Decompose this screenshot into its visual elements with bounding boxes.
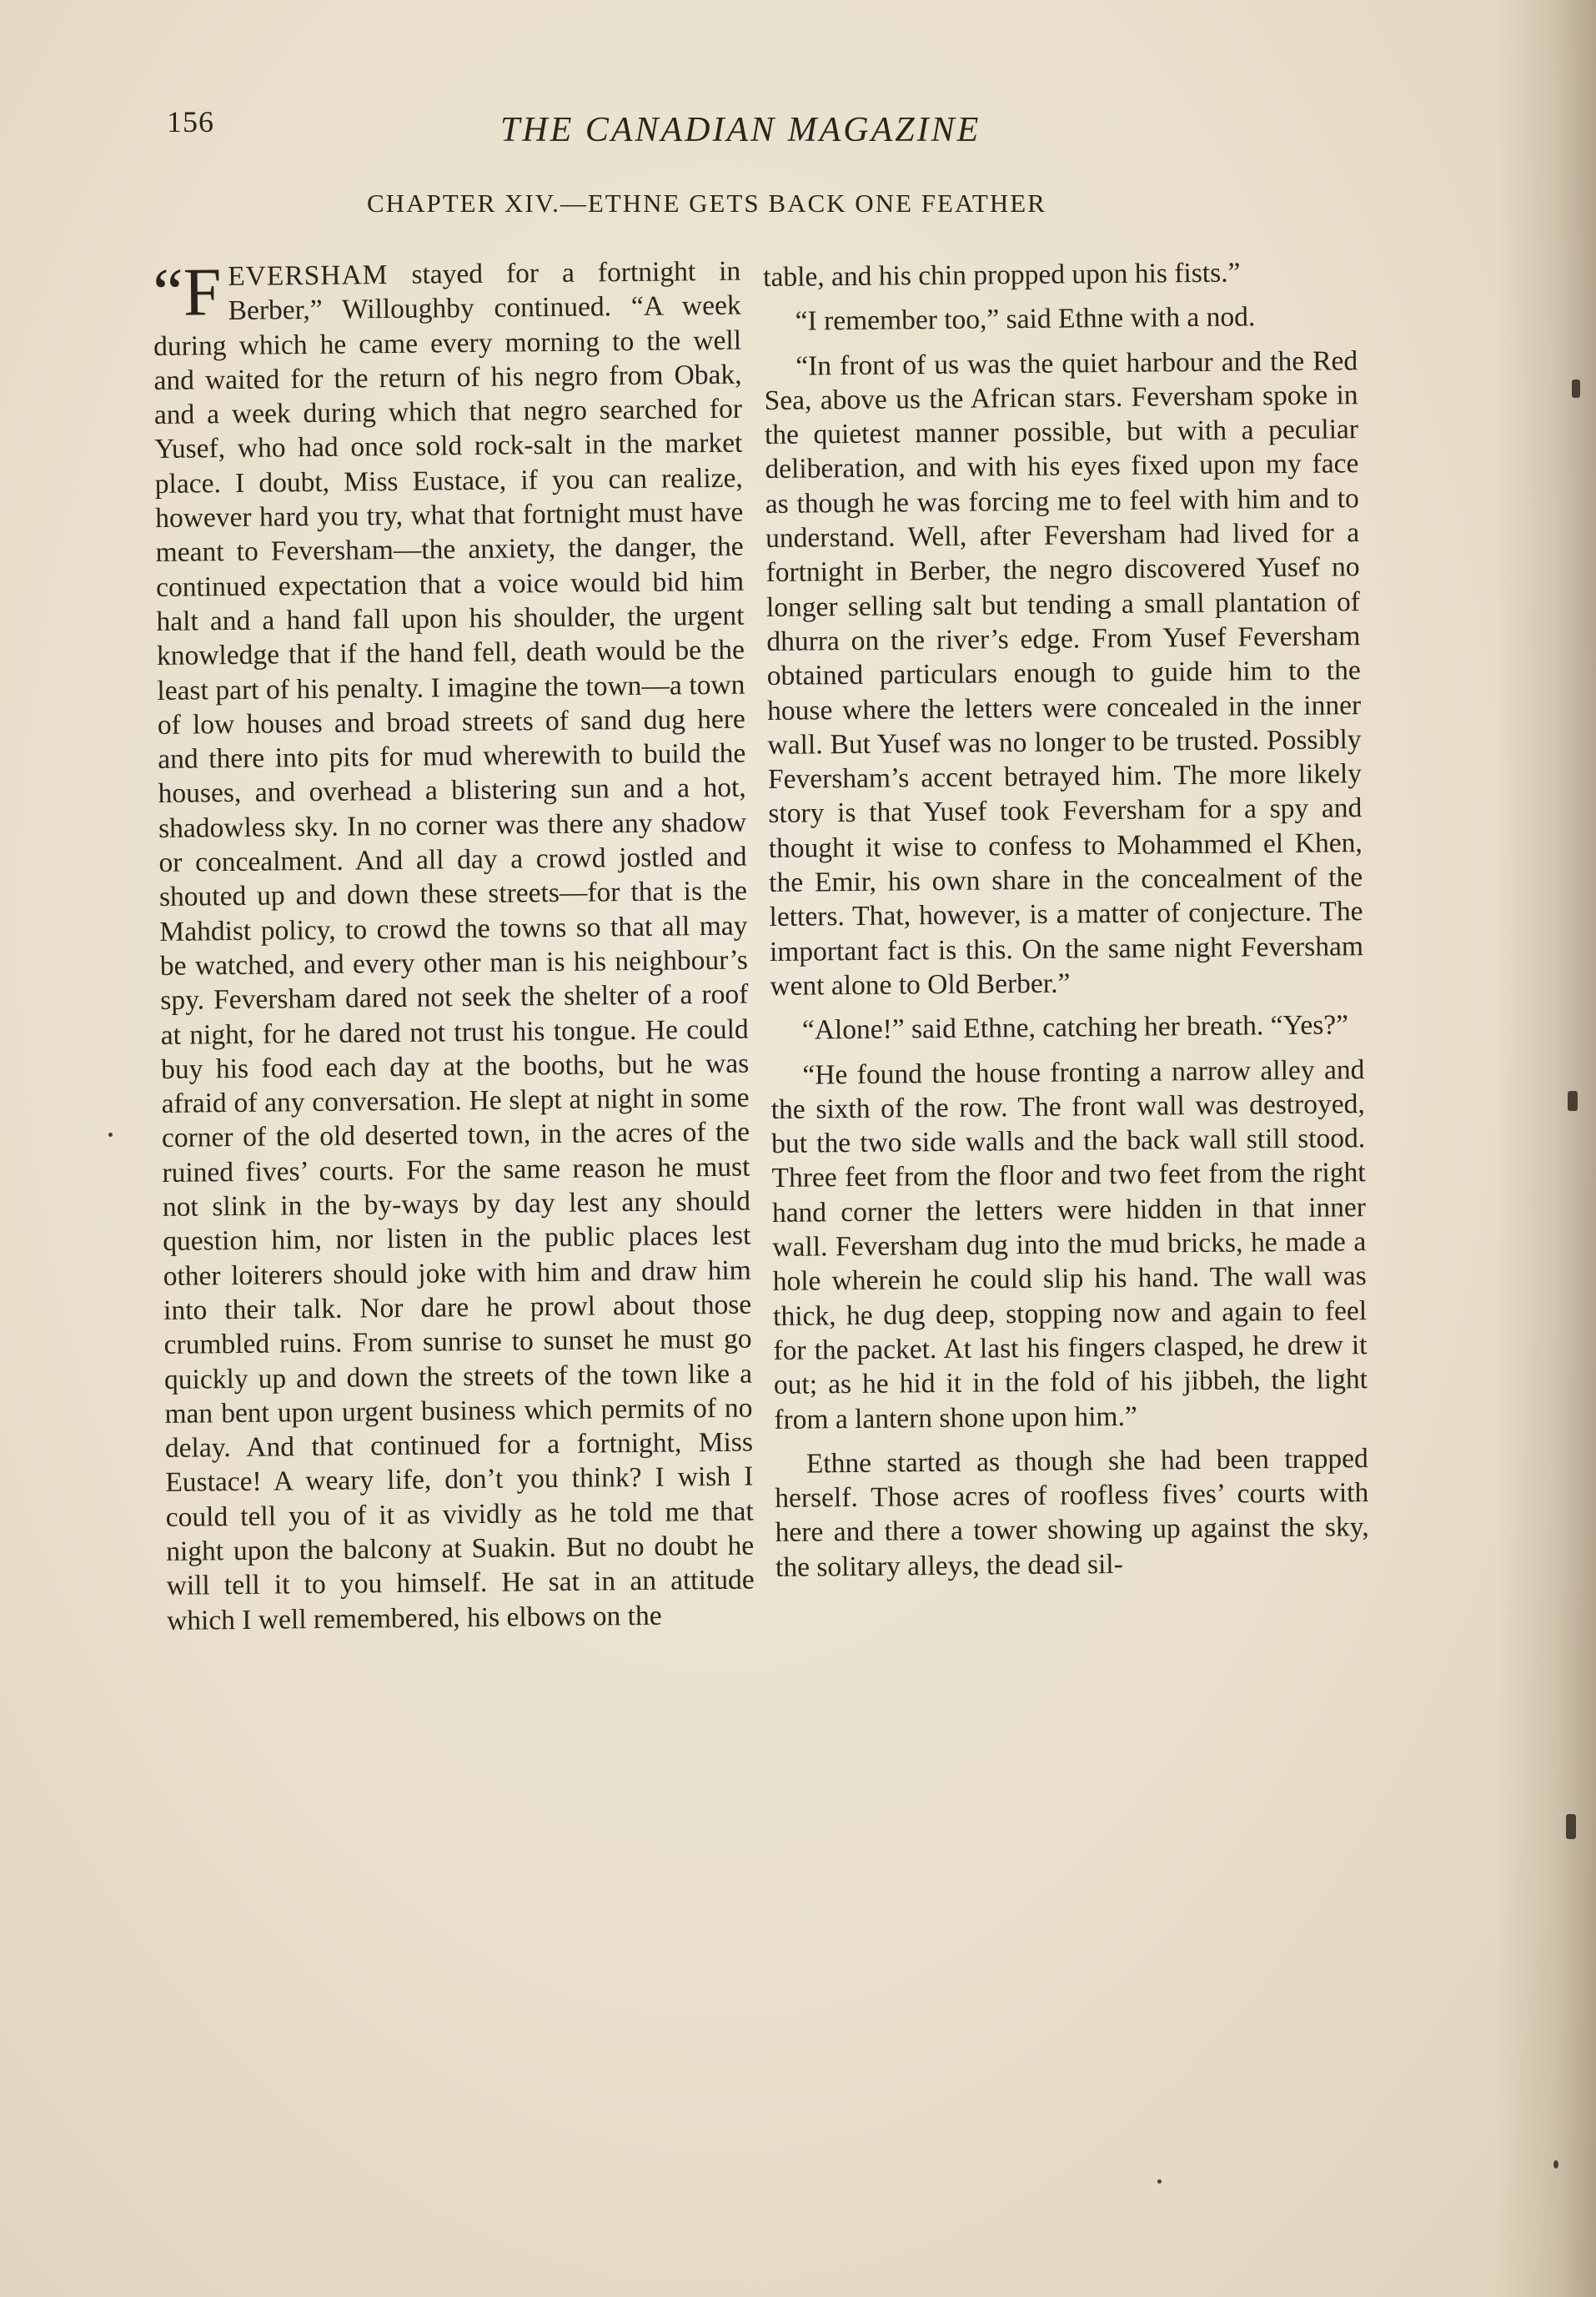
drop-cap-quote: “ <box>152 254 184 330</box>
paper-speck <box>108 1133 113 1137</box>
paper-speck <box>1157 2179 1162 2184</box>
paragraph: Ethne started as though she had been trapped herself. Those acres of roofless fives’ courts with here and there a tower showing up against the sky, the solitary alleys, the dead sil- <box>775 1442 1369 1583</box>
chapter-title: CHAPTER XIV.—ETHNE GETS BACK ONE FEATHER <box>367 188 1046 218</box>
paper-speck <box>1572 379 1580 398</box>
paragraph: “He found the house fronting a narrow alley and the sixth of the row. The front wall was destroyed, but the two side walls and the back wall still stood. Three feet from the floor and two feet from the right hand corner the letters were hidden in that inner wall. Feversham dug into the mud bricks, he made a hole wherein he could slip his hand. The wall was thick, he dug deep, stopping now and again to feel for the packet. At last his fingers clasped, he drew it out; as he hid it in the fold of his jibbeh, the light from a lantern shone upon him.” <box>770 1053 1368 1435</box>
drop-cap <box>152 254 222 330</box>
drop-cap-letter: F <box>183 254 222 330</box>
paragraph: “I remember too,” said Ethne with a nod. <box>795 301 1256 337</box>
page-edge-shadow <box>1496 0 1596 2297</box>
left-text-column <box>153 254 755 1648</box>
paragraph: table, and his chin propped upon his fists.” <box>763 257 1241 293</box>
page-number: 156 <box>167 105 214 138</box>
paper-speck <box>1568 1091 1578 1111</box>
opening-word: EVERSHAM <box>228 259 389 293</box>
paper-speck <box>1566 1814 1576 1839</box>
running-head: THE CANADIAN MAGAZINE <box>500 111 981 149</box>
paragraph: “In front of us was the quiet harbour and the Red Sea, above us the African stars. Feversham spoke in the quietest manner possible, but with a peculiar deliberation, and with his eyes fixed upon my face as though he was forcing me to feel with him and to understand. Well, after Feversham had lived for a fortnight in Berber, the negro discovered Yusef no longer selling salt but tending a small plantation of dhurra on the river’s edge. From Yusef Feversham obtained particulars enough to guide him to the house where the letters were concealed in the inner wall. But Yusef was no longer to be trusted. Possibly Feversham’s accent betrayed him. The more likely story is that Yusef took Feversham for a spy and thought it wise to confess to Mohammed el Khen, the Emir, his own share in the concealment of the letters. That, however, is a matter of conjecture. The important fact is this. On the same night Feversham went alone to Old Berber.” <box>764 344 1364 1002</box>
paper-speck <box>1553 2160 1558 2169</box>
paragraph: “Alone!” said Ethne, catching her breath. “Yes?” <box>801 1009 1349 1046</box>
right-text-column <box>763 254 1369 1595</box>
paragraph-text: stayed for a fortnight in Berber,” Willoughby continued. “A week during which he came every morning to the well and waited for the return of his negro from Obak, and a week during which that negro searched for Yusef, who had once sold rock-salt in the market place. I doubt, Miss Eustace, if you can realize, however hard you try, what that fortnight must have meant to Feversham—the anxiety, the danger, the continued expectation that a voice would bid him halt and a hand fall upon his shoulder, the urgent knowledge that if the hand fell, death would be the least part of his penalty. I imagine the town—a town of low houses and broad streets of sand dug here and there into pits for mud wherewith to build the houses, and overhead a blistering sun and a hot, shadowless sky. In no corner was there any shadow or concealment. And all day a crowd jostled and shouted up and down these streets—for that is the Mahdist policy, to crowd the towns so that all may be watched, and every other man is his neighbour’s spy. Feversham dared not seek the shelter of a roof at night, for he dared not trust his tongue. He could buy his food each day at the booths, but he was afraid of any conversation. He slept at night in some corner of the old deserted town, in the acres of the ruined fives’ courts. For the same reason he must not slink in the by-ways by day lest any should question him, nor listen in the public places lest other loiterers should joke with him and draw him into their talk. Nor dare he prowl about those crumbled ruins. From sunrise to sunset he must go quickly up and down the streets of the town like a man bent upon urgent business which permits of no delay. And that continued for a fortnight, Miss Eustace! A weary life, don’t you think? I wish I could tell you of it as vividly as he told me that night upon the balcony at Suakin. But no doubt he will tell it to you himself. He sat in an attitude which I well remembered, his elbows on the <box>153 255 755 1636</box>
paragraph <box>153 254 755 1638</box>
